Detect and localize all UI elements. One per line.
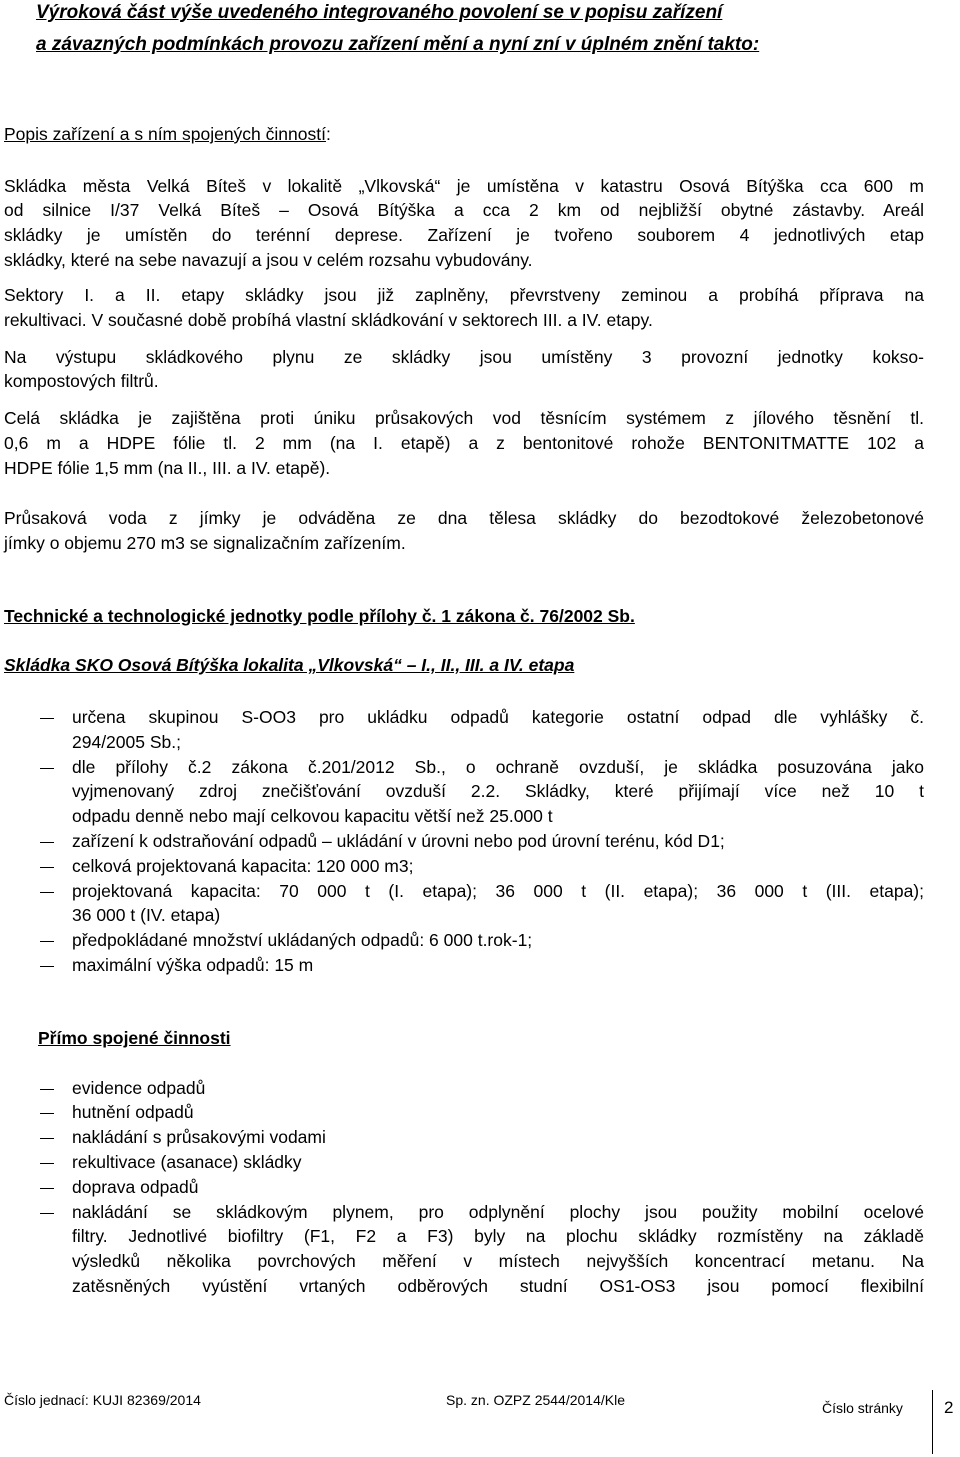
paragraph-4-line-3: HDPE fólie 1,5 mm (na II., III. a IV. etapě). <box>4 458 331 478</box>
footer-divider <box>932 1390 933 1454</box>
list-dash <box>40 867 54 868</box>
list-item: předpokládané množství ukládaných odpadů: 6 000 t.rok-1; <box>72 930 533 950</box>
header-line-1: Výroková část výše uvedeného integrovaného povolení se v popisu zařízení <box>36 2 723 23</box>
list-item: doprava odpadů <box>72 1177 199 1197</box>
list-item: rekultivace (asanace) skládky <box>72 1152 302 1172</box>
list-item: dle přílohy č.2 zákona č.201/2012 Sb., o ochraně ovzduší, je skládka posuzována jako <box>72 757 924 777</box>
list-item: filtry. Jednotlivé biofiltry (F1, F2 a F3) byly na plochu skládky rozmístěny na základě <box>72 1226 924 1246</box>
list-item: 36 000 t (IV. etapa) <box>72 905 221 925</box>
footer-page-number: 2 <box>944 1398 954 1417</box>
paragraph-2-line-2: rekultivaci. V současné době probíhá vlastní skládkování v sektorech III. a IV. etapy. <box>4 310 653 330</box>
paragraph-1-line-3: skládky je umístěn do terénní deprese. Zařízení je tvořeno souborem 4 jednotlivých etap <box>4 225 924 245</box>
paragraph-1-line-4: skládky, které na sebe navazují a jsou v celém rozsahu vybudovány. <box>4 250 533 270</box>
list-item: určena skupinou S-OO3 pro ukládku odpadů kategorie ostatní odpad dle vyhlášky č. <box>72 707 924 727</box>
list-item: odpadu denně nebo mají celkovou kapacitu větší než 25.000 t <box>72 806 553 826</box>
paragraph-3-line-2: kompostových filtrů. <box>4 371 159 391</box>
header-line-2: a závazných podmínkách provozu zařízení mění a nyní zní v úplném znění takto: <box>36 34 760 55</box>
paragraph-3-line-1: Na výstupu skládkového plynu ze skládky jsou umístěny 3 provozní jednotky kokso- <box>4 347 924 367</box>
list-dash <box>40 768 54 769</box>
list-dash <box>40 941 54 942</box>
list-item: nakládání se skládkovým plynem, pro odplynění plochy jsou použity mobilní ocelové <box>72 1202 924 1222</box>
list-item: evidence odpadů <box>72 1078 206 1098</box>
list-dash <box>40 1138 54 1139</box>
list-dash <box>40 1213 54 1214</box>
list-item: maximální výška odpadů: 15 m <box>72 955 314 975</box>
list-dash <box>40 1163 54 1164</box>
paragraph-1-line-1: Skládka města Velká Bíteš v lokalitě „Vlkovská“ je umístěna v katastru Osová Bítýška cca 600 m <box>4 176 924 196</box>
paragraph-5-line-2: jímky o objemu 270 m3 se signalizačním zařízením. <box>4 533 406 553</box>
section-title-technical-units: Technické a technologické jednotky podle přílohy č. 1 zákona č. 76/2002 Sb. <box>4 606 635 626</box>
list-item: výsledků několika povrchových měření v místech nejvyšších koncentrací metanu. Na <box>72 1251 924 1271</box>
section-title-description: Popis zařízení a s ním spojených činností: <box>4 124 331 144</box>
list-item: projektovaná kapacita: 70 000 t (I. etapa); 36 000 t (II. etapa); 36 000 t (III. etapa); <box>72 881 924 901</box>
list-dash <box>40 1188 54 1189</box>
section-subtitle-landfill: Skládka SKO Osová Bítýška lokalita „Vlkovská“ – I., II., III. a IV. etapa <box>4 655 575 675</box>
paragraph-4-line-2: 0,6 m a HDPE fólie tl. 2 mm (na I. etapě) a z bentonitové rohože BENTONITMATTE 102 a <box>4 433 924 453</box>
list-item: zatěsněných vyústění vrtaných odběrových studní OS1-OS3 jsou pomocí flexibilní <box>72 1276 924 1296</box>
list-item: vyjmenovaný zdroj znečišťování ovzduší 2.2. Skládky, které přijímají více než 10 t <box>72 781 924 801</box>
list-item: nakládání s průsakovými vodami <box>72 1127 326 1147</box>
list-dash <box>40 842 54 843</box>
footer-page-label: Číslo stránky <box>822 1400 903 1416</box>
list-dash <box>40 892 54 893</box>
list-dash <box>40 966 54 967</box>
list-item: zařízení k odstraňování odpadů – ukládání v úrovni nebo pod úrovní terénu, kód D1; <box>72 831 725 851</box>
paragraph-5-line-1: Průsaková voda z jímky je odváděna ze dna tělesa skládky do bezodtokové železobetonové <box>4 508 924 528</box>
list-dash <box>40 1089 54 1090</box>
paragraph-2-line-1: Sektory I. a II. etapy skládky jsou již zaplněny, převrstveny zeminou a probíhá příprava na <box>4 285 924 305</box>
section-title-related-activities: Přímo spojené činnosti <box>38 1028 231 1048</box>
paragraph-4-line-1: Celá skládka je zajištěna proti úniku průsakových vod těsnícím systémem z jílového těsnění tl. <box>4 408 924 428</box>
footer-file-number: Sp. zn. OZPZ 2544/2014/Kle <box>446 1392 625 1408</box>
list-item: hutnění odpadů <box>72 1102 194 1122</box>
paragraph-1-line-2: od silnice I/37 Velká Bíteš – Osová Bítýška a cca 2 km od nejbližší obytné zástavby. Areál <box>4 200 924 220</box>
list-item: 294/2005 Sb.; <box>72 732 181 752</box>
footer-reference-number: Číslo jednací: KUJI 82369/2014 <box>4 1392 201 1408</box>
list-dash <box>40 1113 54 1114</box>
list-dash <box>40 718 54 719</box>
list-item: celková projektovaná kapacita: 120 000 m3; <box>72 856 414 876</box>
